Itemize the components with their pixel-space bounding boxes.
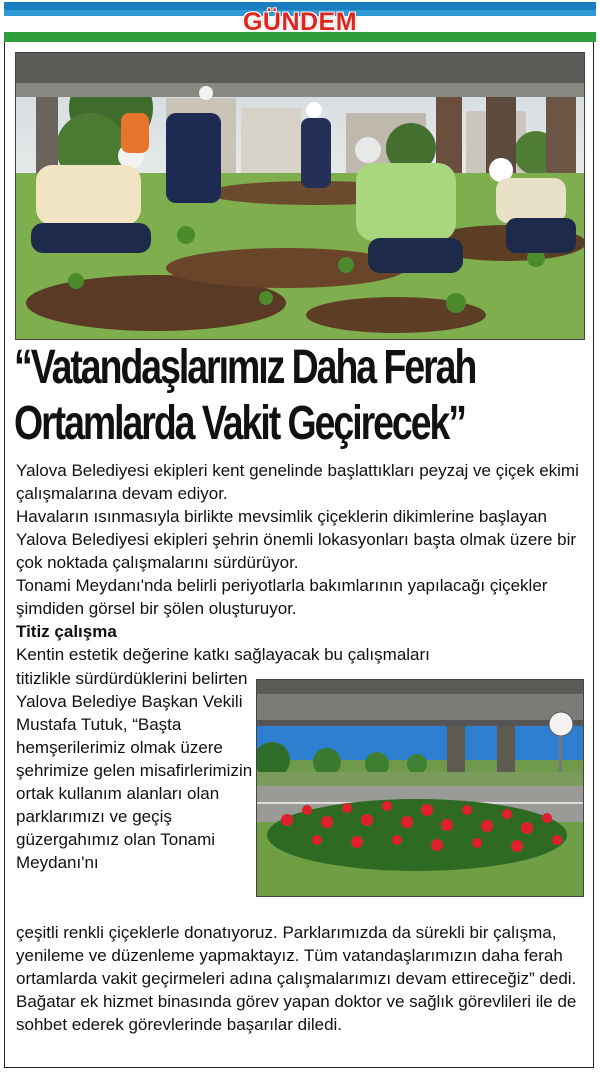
red-flowers-photo <box>256 679 584 897</box>
paragraph-3: Tonami Meydanı'nda belirli periyotlarla bakımlarının yapılacağı çiçekler şimdiden görsel bir şölen oluşturuyor. <box>16 576 548 618</box>
section-banner <box>4 2 596 42</box>
paragraph-4-wrapped: titizlikle sürdürdüklerini belirten Yalova Belediye Başkan Vekili Mustafa Tutuk, “Başta hemşerilerimiz olmak üzere şehrimize gelen misafirlerimizin ortak kullanım alanları olan parklarımızı ve geçiş güzergahımız olan Tonami Meydanı'nı <box>16 669 253 872</box>
workers-planting-illustration <box>16 53 584 339</box>
article-body-wrapped <box>16 667 254 874</box>
subheading: Titiz çalışma <box>16 622 117 641</box>
article-body-top <box>16 459 586 666</box>
paragraph-5: Bağatar ek hizmet binasında görev yapan doktor ve sağlık görevlileri ile de sohbet ederek görevlerinde başarılar diledi. <box>16 992 577 1034</box>
paragraph-4-intro: Kentin estetik değerine katkı sağlayacak bu çalışmaları <box>16 645 430 664</box>
red-flowers-illustration <box>257 680 583 896</box>
paragraph-1: Yalova Belediyesi ekipleri kent genelinde başlattıkları peyzaj ve çiçek ekimi çalışmalarına devam ediyor. <box>16 461 579 503</box>
paragraph-4-rest: çeşitli renkli çiçeklerle donatıyoruz. Parklarımızda da sürekli bir çalışma, yenileme ve düzenleme yapmaktayız. Tüm vatandaşlarımızın daha ferah ortamlarda vakit geçirmeleri adına çalışmalarımızı devam ettireceğiz” dedi. <box>16 923 577 988</box>
article-headline: “Vatandaşlarımız Daha Ferah Ortamlarda Vakit Geçirecek” <box>14 341 476 450</box>
section-label: GÜNDEM <box>242 8 358 36</box>
article-body-bottom <box>16 921 586 1036</box>
paragraph-2: Havaların ısınmasıyla birlikte mevsimlik çiçeklerin dikimlerine başlayan Yalova Belediyesi ekipleri şehrin önemli lokasyonları başta olmak üzere bir çok noktada çalışmalarını sürdürüyor. <box>16 507 577 572</box>
workers-planting-photo <box>15 52 585 340</box>
